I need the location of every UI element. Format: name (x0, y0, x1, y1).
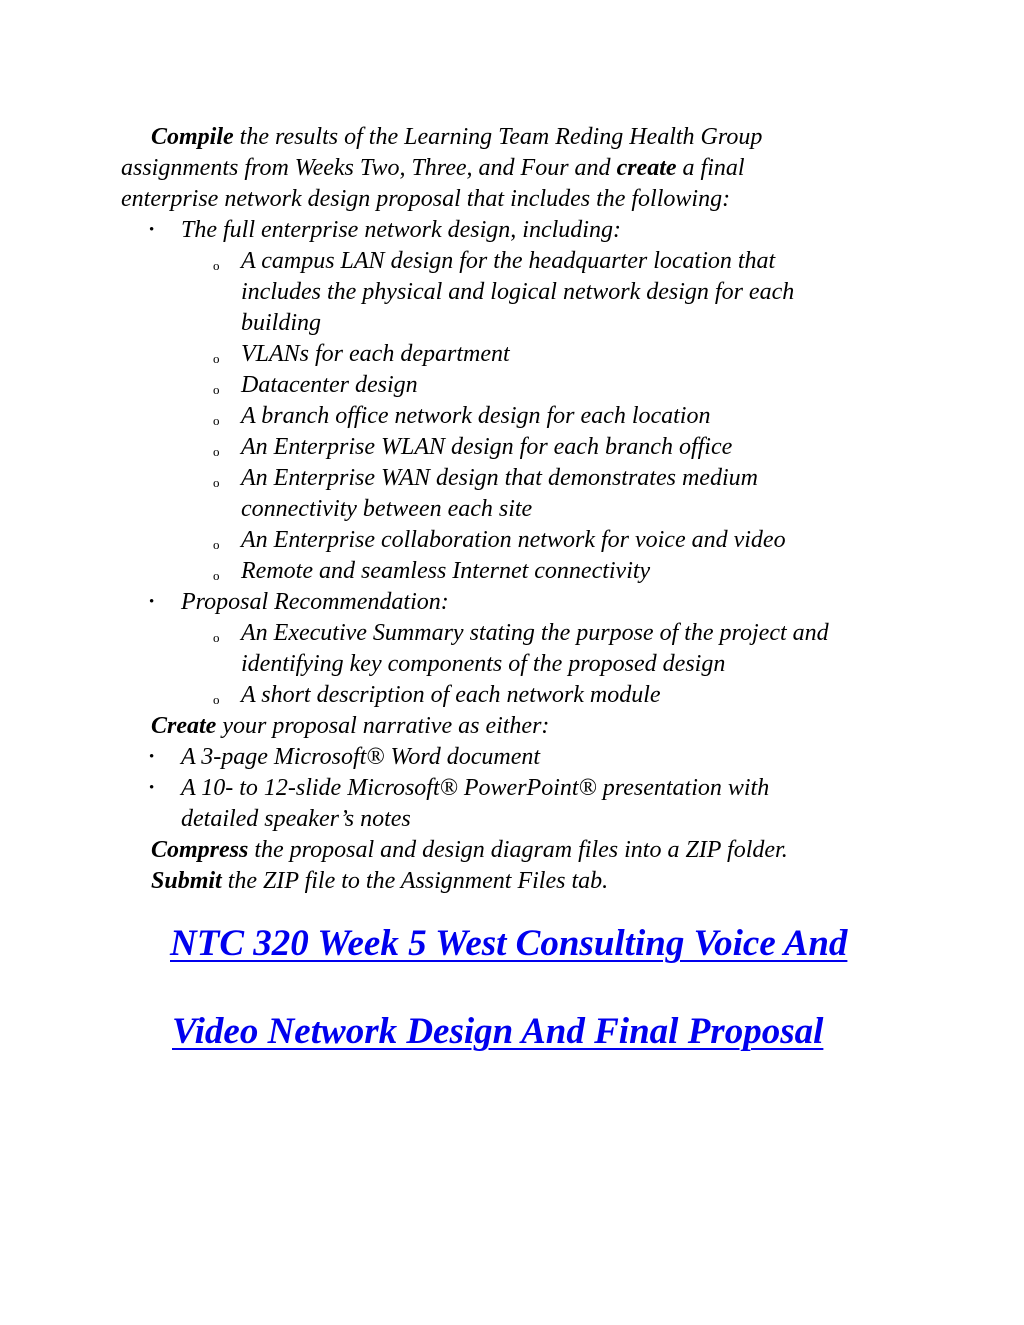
create-keyword: Create (151, 713, 217, 739)
sub-bullet-icon: o (213, 351, 220, 366)
compile-keyword: Compile (151, 124, 234, 150)
sub-bullet-icon: o (213, 630, 220, 645)
sub-bullet-icon: o (213, 568, 220, 583)
intro-line-2 (121, 153, 745, 184)
create-option: detailed speaker’s notes (181, 806, 411, 832)
create-option: A 3-page Microsoft® Word document (181, 744, 541, 770)
design-item: A campus LAN design for the headquarter location that (241, 248, 776, 274)
create-text: your proposal narrative as either: (216, 713, 550, 739)
bullet-dot-icon: • (149, 594, 155, 610)
title-link-line-1[interactable]: NTC 320 Week 5 West Consulting Voice And (170, 923, 848, 964)
intro-line-3 (121, 184, 730, 215)
recommendation-item: identifying key components of the proposed design (241, 651, 726, 677)
design-item: Datacenter design (241, 372, 418, 398)
create-option: A 10- to 12-slide Microsoft® PowerPoint® presentation with (181, 775, 770, 801)
sub-bullet-icon: o (213, 537, 220, 552)
sub-bullet-icon: o (213, 382, 220, 397)
design-item: includes the physical and logical network design for each (241, 279, 795, 305)
title-link-line-2[interactable]: Video Network Design And Final Proposal (172, 1011, 824, 1052)
sub-bullet-icon: o (213, 413, 220, 428)
design-item: An Enterprise WLAN design for each branch office (241, 434, 733, 460)
recommendation-item: An Executive Summary stating the purpose of the project and (241, 620, 829, 646)
sub-bullet-icon: o (213, 475, 220, 490)
intro-text-3: enterprise network design proposal that includes the following: (121, 186, 731, 212)
submit-line (151, 866, 608, 897)
design-item: An Enterprise WAN design that demonstrates medium (241, 465, 758, 491)
intro-text-2a: assignments from Weeks Two, Three, and Four and (121, 155, 617, 181)
design-item: An Enterprise collaboration network for voice and video (241, 527, 786, 553)
design-item: Remote and seamless Internet connectivity (241, 558, 651, 584)
intro-text-1: the results of the Learning Team Reding Health Group (233, 124, 763, 150)
submit-keyword: Submit (151, 868, 222, 894)
intro-line-1 (151, 122, 762, 153)
submit-text: the ZIP file to the Assignment Files tab. (221, 868, 609, 894)
design-item: connectivity between each site (241, 496, 533, 522)
create-line (151, 711, 549, 742)
design-label: The full enterprise network design, including: (181, 217, 621, 243)
sub-bullet-icon: o (213, 692, 220, 707)
bullet-dot-icon: • (149, 222, 155, 238)
sub-bullet-icon: o (213, 444, 220, 459)
sub-bullet-icon: o (213, 258, 220, 273)
intro-text-2b: a final (676, 155, 745, 181)
compress-keyword: Compress (151, 837, 249, 863)
create-keyword-inline: create (616, 155, 677, 181)
bullet-dot-icon: • (149, 780, 155, 796)
compress-text: the proposal and design diagram files into a ZIP folder. (248, 837, 788, 863)
bullet-dot-icon: • (149, 749, 155, 765)
design-item: building (241, 310, 322, 336)
recommendation-item: A short description of each network module (241, 682, 661, 708)
recommendation-label: Proposal Recommendation: (181, 589, 449, 615)
design-item: A branch office network design for each location (241, 403, 711, 429)
design-item: VLANs for each department (241, 341, 510, 367)
compress-line (151, 835, 788, 866)
